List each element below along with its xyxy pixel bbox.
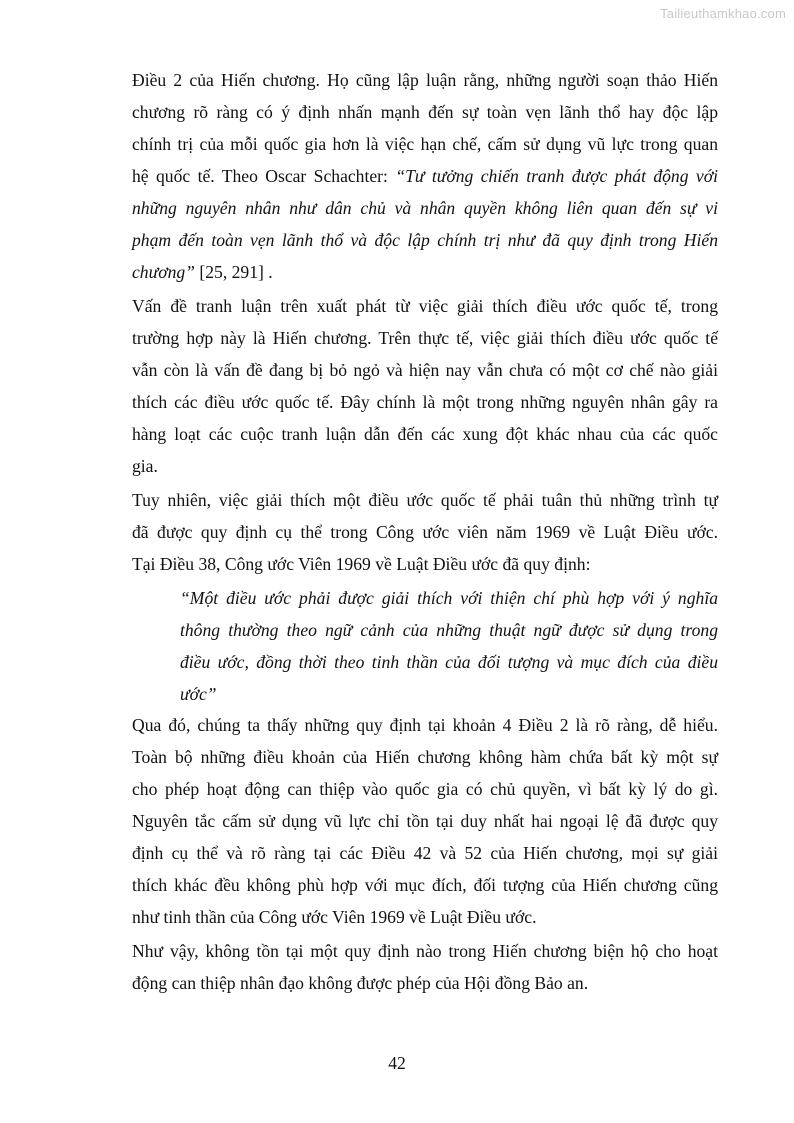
text-line: gia. xyxy=(132,456,158,476)
text-line: thích khác đều không phù hợp với mục đích, đối tượng của Hiến chương cũng xyxy=(132,875,718,895)
quote-end: chương” xyxy=(132,262,195,282)
text-span: hệ quốc tế. Theo Oscar Schachter: xyxy=(132,166,396,186)
text-line: Vấn đề tranh luận trên xuất phát từ việc giải thích điều ước quốc tế, trong xyxy=(132,296,718,316)
text-line: Qua đó, chúng ta thấy những quy định tại khoản 4 Điều 2 là rõ ràng, dễ hiểu. xyxy=(132,715,718,735)
text-line: định cụ thể và rõ ràng tại các Điều 42 và 52 của Hiến chương, mọi sự giải xyxy=(132,843,718,863)
text-line: động can thiệp nhân đạo không được phép của Hội đồng Bảo an. xyxy=(132,973,589,993)
text-line: thích các điều ước quốc tế. Đây chính là một trong những nguyên nhân gây ra xyxy=(132,392,718,412)
text-line: Như vậy, không tồn tại một quy định nào trong Hiến chương biện hộ cho hoạt xyxy=(132,941,718,961)
text-line: Điều 2 của Hiến chương. Họ cũng lập luận rằng, những người soạn thảo Hiến xyxy=(132,70,718,90)
quote-line: những nguyên nhân như dân chủ và nhân quyền không liên quan đến sự vi xyxy=(132,198,718,218)
citation: [25, 291] . xyxy=(194,262,273,282)
page-number: 42 xyxy=(388,1053,406,1073)
text-line: đã được quy định cụ thể trong Công ước viên năm 1969 về Luật Điều ước. xyxy=(132,522,718,542)
text-line xyxy=(132,261,718,283)
text-line: Nguyên tắc cấm sử dụng vũ lực chỉ tồn tại duy nhất hai ngoại lệ đã được quy xyxy=(132,811,718,831)
text-line: trường hợp này là Hiến chương. Trên thực tế, việc giải thích điều ước quốc tế xyxy=(132,328,718,348)
text-line: chính trị của mỗi quốc gia hơn là việc hạn chế, cấm sử dụng vũ lực trong quan xyxy=(132,134,718,154)
text-line: hàng loạt các cuộc tranh luận dẫn đến các xung đột khác nhau của các quốc xyxy=(132,424,718,444)
quote-line: “Một điều ước phải được giải thích với thiện chí phù hợp với ý nghĩa xyxy=(180,588,718,608)
quote-line: ước” xyxy=(180,684,217,704)
watermark: Tailieuthamkhao.com xyxy=(660,6,786,21)
text-line: như tinh thần của Công ước Viên 1969 về Luật Điều ước. xyxy=(132,907,537,927)
quote-start: “Tư tưởng chiến tranh được phát động với xyxy=(395,166,718,186)
text-line: chương rõ ràng có ý định nhấn mạnh đến sự toàn vẹn lãnh thổ hay độc lập xyxy=(132,102,718,122)
text-line xyxy=(132,165,718,187)
text-line: Tuy nhiên, việc giải thích một điều ước quốc tế phải tuân thủ những trình tự xyxy=(132,490,718,510)
quote-line: phạm đến toàn vẹn lãnh thổ và độc lập chính trị như đã quy định trong Hiến xyxy=(132,230,718,250)
quote-line: điều ước, đồng thời theo tinh thần của đối tượng và mục đích của điều xyxy=(180,652,718,672)
text-line: Toàn bộ những điều khoản của Hiến chương không hàm chứa bất kỳ một sự xyxy=(132,747,718,767)
text-line: vẫn còn là vấn đề đang bị bỏ ngỏ và hiện nay vẫn chưa có một cơ chế nào giải xyxy=(132,360,718,380)
text-line: cho phép hoạt động can thiệp vào quốc gia có chủ quyền, vì bất kỳ lý do gì. xyxy=(132,779,718,799)
text-line: Tại Điều 38, Công ước Viên 1969 về Luật Điều ước đã quy định: xyxy=(132,554,591,574)
quote-line: thông thường theo ngữ cảnh của những thuật ngữ được sử dụng trong xyxy=(180,620,718,640)
